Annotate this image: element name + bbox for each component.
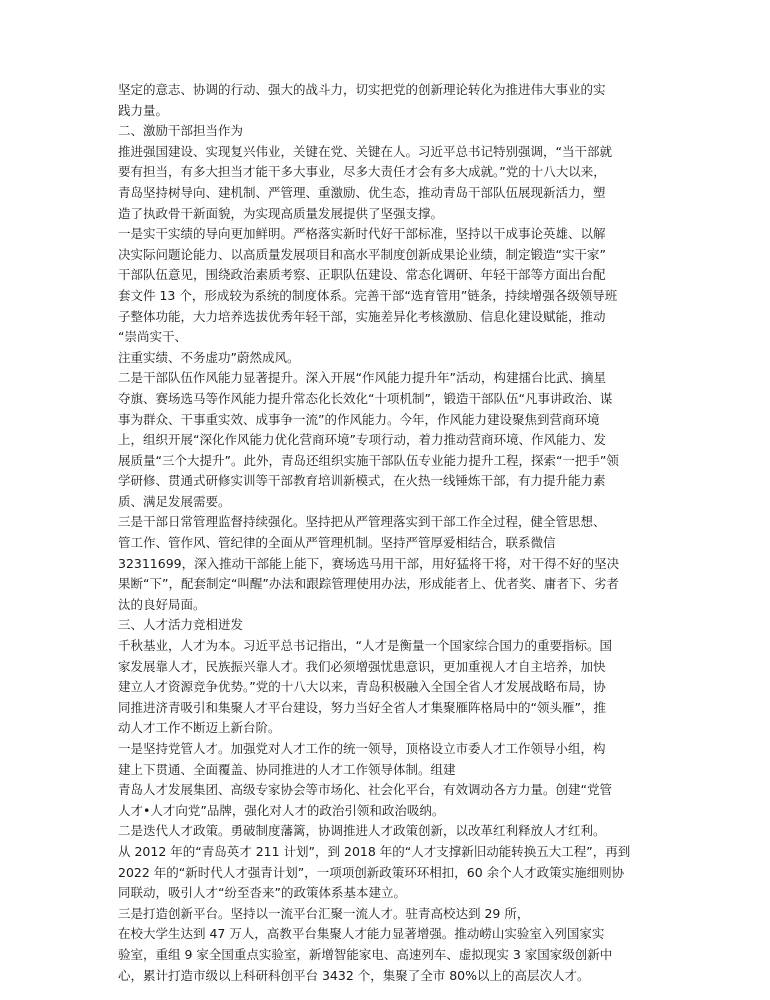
text-line: 展质量“三个大提升”。此外，青岛还组织实施干部队伍专业能力提升工程，探索“一把手”领 <box>118 452 619 468</box>
text-line: 从 2012 年的“青岛英才 211 计划”，到 2018 年的“人才支撑新旧动能转换五大工程”，再到 <box>118 843 631 859</box>
text-line: 坚定的意志、协调的行动、强大的战斗力，切实把党的创新理论转化为推进伟大事业的实 <box>118 82 606 97</box>
text-line: 要有担当，有多大担当才能干多大事业，尽多大责任才会有多大成就。”党的十八大以来， <box>118 164 606 180</box>
text-line: 汰的良好局面。 <box>118 596 206 612</box>
text-line: 建上下贯通、全面覆盖、协同推进的人才工作领导体制。组建 <box>118 761 456 777</box>
text-line: 验室，重组 9 家全国重点实验室，新增智能家电、高速列车、虚拟现实 3 家国家级创新中 <box>118 946 613 962</box>
text-line: 质、满足发展需要。 <box>118 493 231 509</box>
text-line: 子整体功能，大力培养选拔优秀年轻干部，实施差异化考核激励、信息化建设赋能，推动 <box>118 308 606 324</box>
text-line: 一是坚持党管人才。加强党对人才工作的统一领导，顶格设立市委人才工作领导小组，构 <box>118 741 606 756</box>
text-line: 推进强国建设、实现复兴伟业，关键在党、关键在人。习近平总书记特别强调，“当干部就 <box>118 143 612 159</box>
text-line: 2022 年的“新时代人才强青计划”，一项项创新政策环环相扣，60 余个人才政策实施细则协 <box>118 864 625 880</box>
text-line: 二是迭代人才政策。勇破制度藩篱，协调推进人才政策创新，以改革红利释放人才红利。 <box>118 823 606 839</box>
text-line: 同推进济青吸引和集聚人才平台建设，努力当好全省人才集聚雁阵格局中的“领头雁”，推 <box>118 699 606 715</box>
text-line: 事为群众、干事重实效、成事争一流”的作风能力。今年，作风能力建设聚焦到营商环境 <box>118 411 600 427</box>
text-line: 在校大学生达到 47 万人，高教平台集聚人才能力显著增强。推动崂山实验室入列国家实 <box>118 926 605 942</box>
text-line: “崇尚实干、 <box>118 329 187 345</box>
text-line: 青岛人才发展集团、高级专家协会等市场化、社会化平台，有效调动各方力量。创建“党管 <box>118 782 612 798</box>
text-line: 果断“下”，配套制定“叫醒”办法和跟踪管理使用办法，形成能者上、优者奖、庸者下、劣者 <box>118 576 619 592</box>
text-line: 动人才工作不断迈上新台阶。 <box>118 720 281 736</box>
section-heading: 二、激励干部担当作为 <box>118 123 244 139</box>
text-line: 上，组织开展“深化作风能力优化营商环境”专项行动，着力推动营商环境、作风能力、发 <box>118 432 606 448</box>
text-line: 二是干部队伍作风能力显著提升。深入开展“作风能力提升年”活动，构建擂台比武、摘星 <box>118 370 606 386</box>
text-line: 千秋基业，人才为本。习近平总书记指出，“人才是衡量一个国家综合国力的重要指标。国 <box>118 638 612 654</box>
text-line: 建立人才资源竞争优势。”党的十八大以来，青岛积极融入全国全省人才发展战略布局，协 <box>118 679 606 695</box>
text-line: 践力量。 <box>118 102 169 118</box>
text-line: 心，累计打造市级以上科研科创平台 3432 个，集聚了全市 80%以上的高层次人才。 <box>118 967 590 983</box>
text-line: 决实际问题论能力、以高质量发展项目和高水平制度创新成果论业绩，制定锻造“实干家” <box>118 246 606 262</box>
text-line: 管工作、管作风、管纪律的全面从严管理机制。坚持严管厚爱相结合，联系微信 <box>118 535 556 551</box>
text-line: 套文件 13 个，形成较为系统的制度体系。完善干部“选育管用”链条，持续增强各级领导班 <box>118 287 618 303</box>
text-line: 干部队伍意见，围绕政治素质考察、正职队伍建设、常态化调研、年轻干部等方面出台配 <box>118 267 606 283</box>
document-body <box>118 80 658 986</box>
text-line: 夺旗、赛场选马等作风能力提升常态化长效化“十项机制”，锻造干部队伍“凡事讲政治、谋 <box>118 390 613 406</box>
text-line: 同联动，吸引人才“纷至沓来”的政策体系基本建立。 <box>118 885 406 901</box>
text-line: 一是实干实绩的导向更加鲜明。严格落实新时代好干部标准，坚持以干成事论英雄、以解 <box>118 226 606 242</box>
text-line: 青岛坚持树导向、建机制、严管理、重激励、优生态，推动青岛干部队伍展现新活力，塑 <box>118 184 606 200</box>
text-line: 三是打造创新平台。坚持以一流平台汇聚一流人才。驻青高校达到 29 所， <box>118 905 530 921</box>
text-line: 学研修、贯通式研修实训等干部教育培训新模式，在火热一线锤炼干部，有力提升能力素 <box>118 473 606 489</box>
text-line: 造了执政骨干新面貌，为实现高质量发展提供了坚强支撑。 <box>118 205 444 221</box>
text-line: 三是干部日常管理监督持续强化。坚持把从严管理落实到干部工作全过程，健全管思想、 <box>118 514 606 530</box>
text-line: 家发展靠人才，民族振兴靠人才。我们必须增强忧患意识，更加重视人才自主培养，加快 <box>118 658 606 674</box>
text-line: 人才•人才向党”品牌，强化对人才的政治引领和政治吸纳。 <box>118 802 445 818</box>
text-line: 注重实绩、不务虚功”蔚然成风。 <box>118 349 300 365</box>
section-heading: 三、人才活力竞相迸发 <box>118 617 244 633</box>
text-line: 32311699，深入推动干部能上能下，赛场选马用干部，用好猛将干将，对干得不好的坚决 <box>118 555 620 571</box>
